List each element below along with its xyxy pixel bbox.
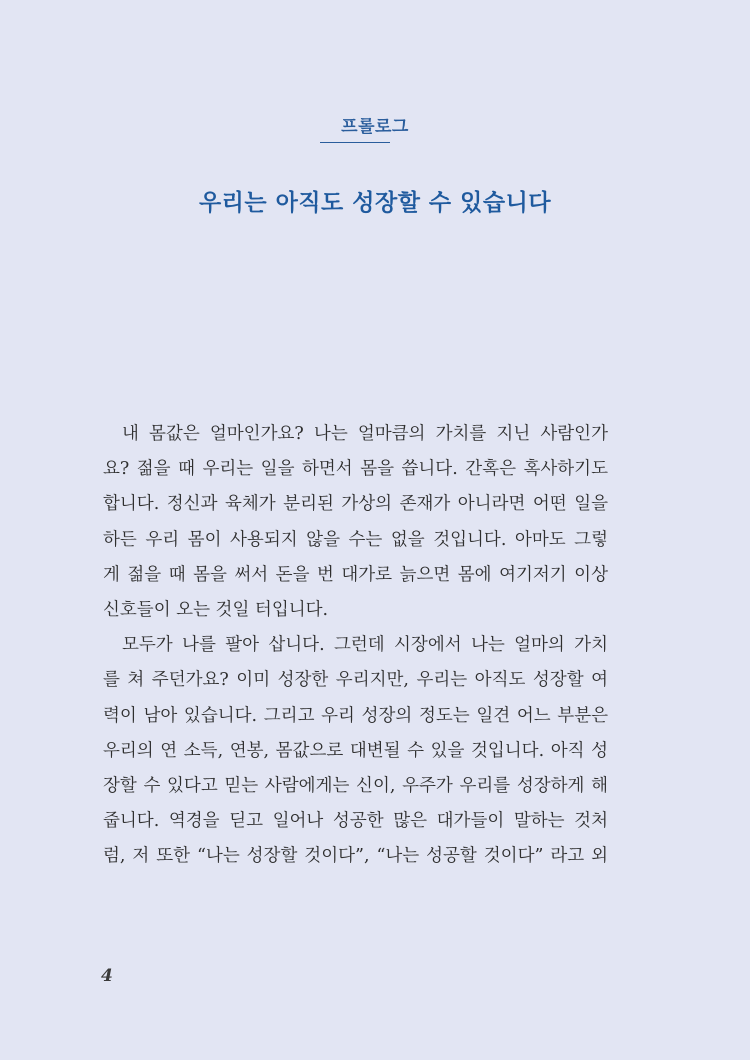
section-label: 프롤로그: [341, 117, 409, 137]
paragraph-line: 우리의 연 소득, 연봉, 몸값으로 대변될 수 있을 것입니다. 아직 성: [103, 740, 608, 761]
page-number: 4: [101, 966, 113, 986]
chapter-title: 우리는 아직도 성장할 수 있습니다: [198, 190, 552, 216]
paragraph-line: 합니다. 정신과 육체가 분리된 가상의 존재가 아니라면 어떤 일을: [103, 494, 608, 515]
section-label-underline: [320, 142, 390, 143]
paragraph-line: 장할 수 있다고 믿는 사람에게는 신이, 우주가 우리를 성장하게 해: [103, 775, 608, 796]
paragraph-line: 력이 남아 있습니다. 그리고 우리 성장의 정도는 일견 어느 부분은: [103, 705, 608, 726]
paragraph-line: 모두가 나를 팔아 삽니다. 그런데 시장에서 나는 얼마의 가치: [122, 635, 608, 656]
paragraph-line: 를 쳐 주던가요? 이미 성장한 우리지만, 우리는 아직도 성장할 여: [103, 670, 608, 691]
paragraph-line: 신호들이 오는 것일 터입니다.: [103, 599, 329, 620]
paragraph-line: 내 몸값은 얼마인가요? 나는 얼마큼의 가치를 지닌 사람인가: [122, 424, 608, 444]
paragraph-line: 럼, 저 또한 “나는 성장할 것이다”, “나는 성공할 것이다” 라고 외: [103, 846, 608, 867]
paragraph-line: 줍니다. 역경을 딛고 일어나 성공한 많은 대가들이 말하는 것처: [103, 811, 608, 832]
paragraph-line: 요? 젊을 때 우리는 일을 하면서 몸을 씁니다. 간혹은 혹사하기도: [103, 459, 608, 480]
paragraph-line: 게 젊을 때 몸을 써서 돈을 번 대가로 늙으면 몸에 여기저기 이상: [103, 564, 608, 585]
paragraph-line: 하든 우리 몸이 사용되지 않을 수는 없을 것입니다. 아마도 그렇: [103, 529, 608, 550]
body-text: [103, 417, 608, 874]
